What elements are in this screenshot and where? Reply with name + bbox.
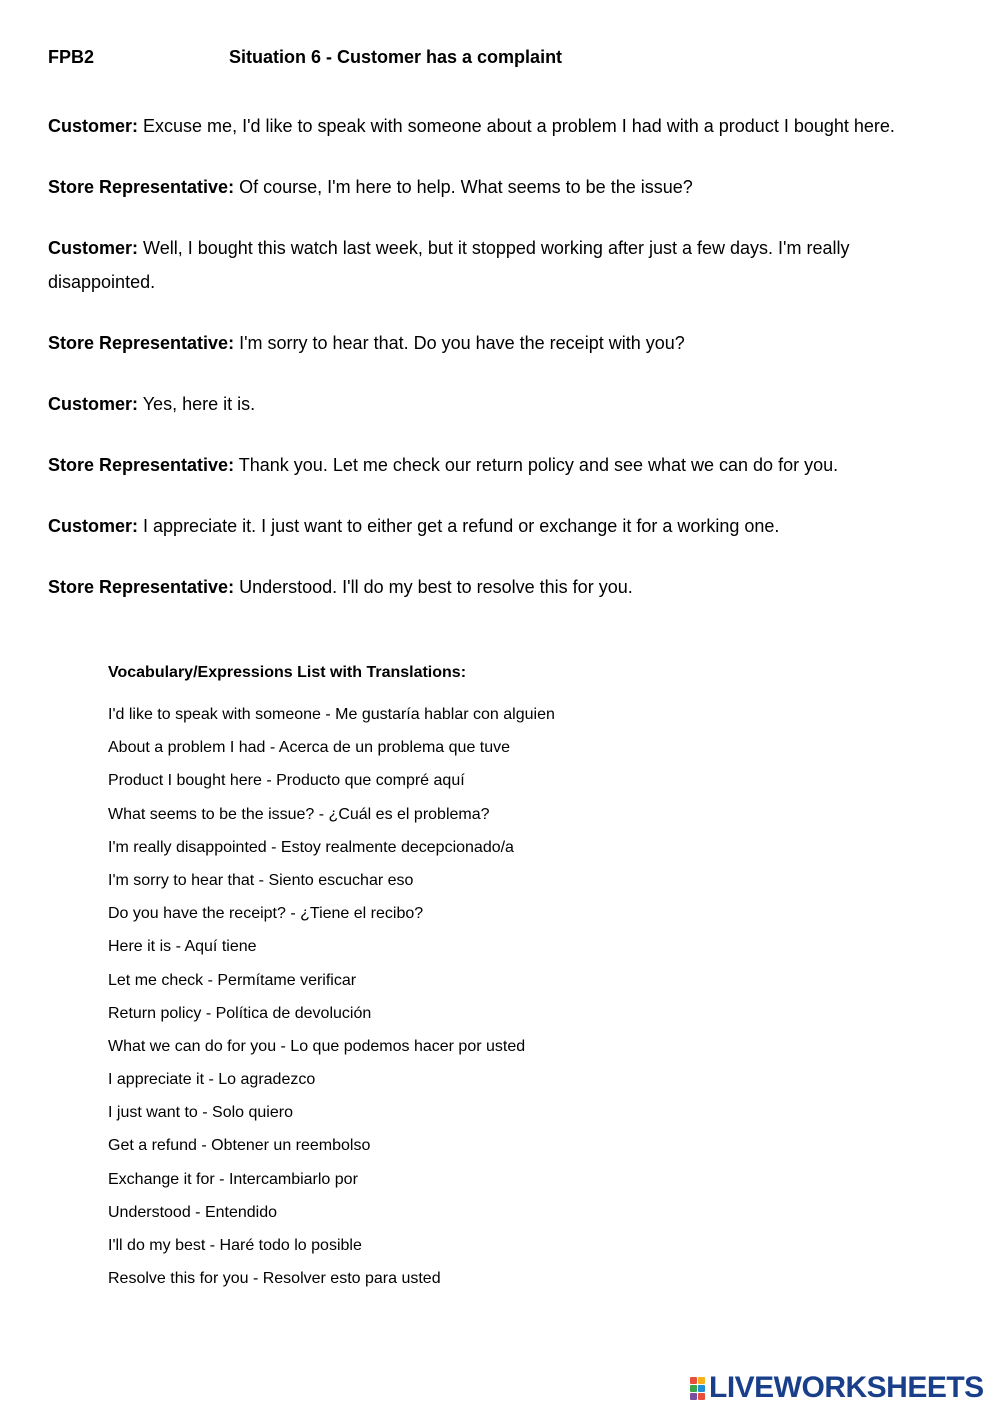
vocabulary-list <box>108 704 808 1301</box>
speaker-label: Customer: <box>48 516 139 536</box>
worksheet-header <box>48 47 562 68</box>
dialogue-text: Understood. I'll do my best to resolve this for you. <box>239 577 633 597</box>
vocabulary-item: I'd like to speak with someone - Me gustaría hablar con alguien <box>108 706 555 723</box>
dialogue-text: Thank you. Let me check our return policy and see what we can do for you. <box>238 455 839 475</box>
dialogue-text: I appreciate it. I just want to either get a refund or exchange it for a working one. <box>143 516 780 536</box>
dialogue-text: Well, I bought this watch last week, but it stopped working after just a few days. I'm really disappointed. <box>48 238 850 292</box>
vocabulary-item: Understood - Entendido <box>108 1203 277 1221</box>
vocabulary-item: Exchange it for - Intercambiarlo por <box>108 1170 358 1188</box>
speaker-label: Store Representative: <box>48 333 235 353</box>
dialogue-line <box>48 109 948 143</box>
vocabulary-item: I'm really disappointed - Estoy realmente decepcionado/a <box>108 838 514 856</box>
vocabulary-item: About a problem I had - Acerca de un problema que tuve <box>108 739 511 757</box>
course-code: FPB2 <box>48 47 95 67</box>
vocabulary-item: Do you have the receipt? - ¿Tiene el recibo? <box>108 905 424 923</box>
vocabulary-item: Return policy - Política de devolución <box>108 1004 372 1022</box>
vocabulary-item: Product I bought here - Producto que compré aquí <box>108 772 465 790</box>
dialogue-text: Of course, I'm here to help. What seems to be the issue? <box>239 177 693 197</box>
dialogue <box>48 109 948 631</box>
dialogue-text: Excuse me, I'd like to speak with someone about a problem I had with a product I bought here. <box>143 116 895 136</box>
vocabulary-item: I appreciate it - Lo agradezco <box>108 1071 316 1089</box>
dialogue-line <box>48 387 948 421</box>
speaker-label: Customer: <box>48 238 139 258</box>
logo-text: LIVEWORKSHEETS <box>709 1371 984 1404</box>
liveworksheets-logo-icon <box>690 1377 705 1400</box>
vocabulary-item: I'll do my best - Haré todo lo posible <box>108 1237 362 1254</box>
page-title: Situation 6 - Customer has a complaint <box>229 47 563 67</box>
vocabulary-item: Resolve this for you - Resolver esto para usted <box>108 1270 441 1288</box>
speaker-label: Store Representative: <box>48 455 235 475</box>
vocabulary-item: Let me check - Permítame verificar <box>108 971 357 989</box>
vocabulary-item: I just want to - Solo quiero <box>108 1104 293 1122</box>
dialogue-line <box>48 170 948 204</box>
liveworksheets-logo[interactable] <box>690 1372 984 1404</box>
dialogue-line <box>48 509 948 543</box>
speaker-label: Customer: <box>48 394 139 414</box>
speaker-label: Store Representative: <box>48 177 235 197</box>
speaker-label: Store Representative: <box>48 577 235 597</box>
vocabulary-item: Get a refund - Obtener un reembolso <box>108 1137 371 1155</box>
vocabulary-section <box>108 662 808 1301</box>
dialogue-line <box>48 231 948 299</box>
dialogue-line <box>48 326 948 360</box>
vocabulary-item: I'm sorry to hear that - Siento escuchar eso <box>108 871 414 889</box>
dialogue-text: I'm sorry to hear that. Do you have the receipt with you? <box>239 333 685 353</box>
vocabulary-title: Vocabulary/Expressions List with Translations: <box>108 664 467 681</box>
speaker-label: Customer: <box>48 116 139 136</box>
dialogue-line <box>48 570 948 604</box>
vocabulary-item: What we can do for you - Lo que podemos hacer por usted <box>108 1037 526 1055</box>
dialogue-text: Yes, here it is. <box>142 394 256 414</box>
dialogue-line <box>48 448 948 482</box>
vocabulary-item: Here it is - Aquí tiene <box>108 938 257 956</box>
vocabulary-item: What seems to be the issue? - ¿Cuál es el problema? <box>108 805 490 823</box>
